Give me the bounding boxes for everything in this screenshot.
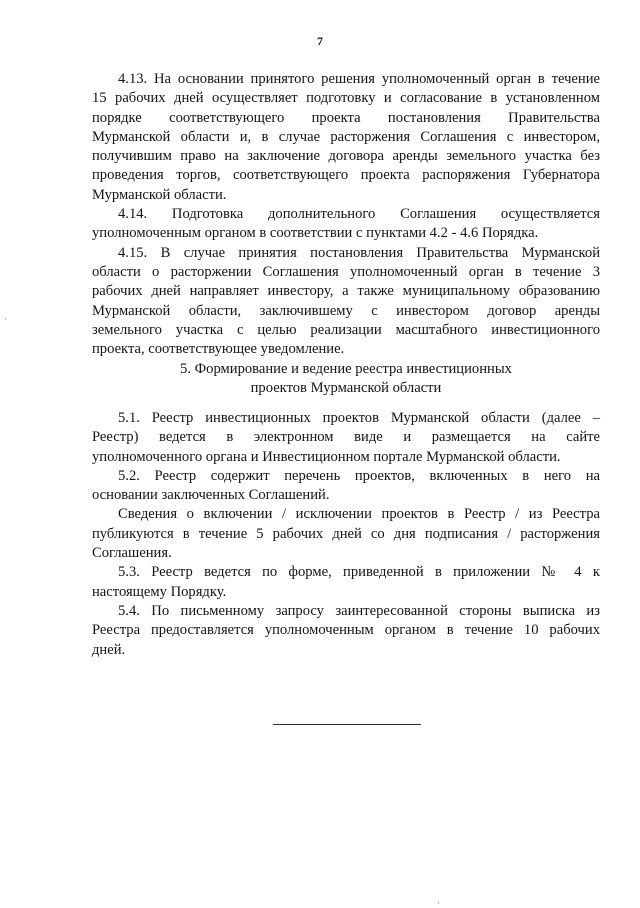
- text-line: Сведения о включении / исключении проектов в Реестр / из Реестра: [118, 506, 600, 523]
- bottom-mark: ·: [437, 898, 440, 908]
- text-line: настоящему Порядку.: [92, 583, 227, 600]
- text-line: рабочих дней направляет инвестору, а также муниципальному образованию: [92, 283, 600, 300]
- text-line: 5.1. Реестр инвестиционных проектов Мурманской области (далее –: [118, 410, 600, 426]
- paragraph-4-13: [92, 70, 600, 205]
- text-line: публикуются в течение 5 рабочих дней со дня подписания / расторжения: [92, 525, 600, 542]
- paragraph-4-14: [92, 205, 600, 244]
- text-line: проведения торгов, соответствующего проекта распоряжения Губернатора: [92, 167, 600, 184]
- paragraph-5-1: [92, 409, 600, 467]
- text-line: Реестра предоставляется уполномоченным органом в течение 10 рабочих: [92, 622, 600, 639]
- text-line: порядке соответствующего проекта постановления Правительства: [92, 109, 600, 126]
- heading-line: проектов Мурманской области: [250, 380, 442, 397]
- text-line: Мурманской области и, в случае расторжения Соглашения с инвестором,: [92, 128, 600, 145]
- text-line: Мурманской области, заключившему с инвестором договор аренды: [92, 302, 600, 319]
- margin-mark: ·: [4, 314, 7, 324]
- text-line: 5.4. По письменному запросу заинтересованной стороны выписка из: [118, 602, 600, 619]
- paragraph-5-3: [92, 563, 600, 602]
- text-line: проекта, соответствующее уведомление.: [92, 341, 345, 358]
- paragraph-4-15: [92, 244, 600, 360]
- paragraph-5-4: [92, 602, 600, 660]
- section-5-heading: [92, 360, 600, 399]
- text-line: уполномоченного органа и Инвестиционном портале Мурманской области.: [92, 448, 561, 465]
- text-line: Реестр) ведется в электронном виде и размещается на сайте: [92, 429, 600, 446]
- text-line: получившим право на заключение договора аренды земельного участка без: [92, 148, 600, 165]
- text-line: 4.14. Подготовка дополнительного Соглашения осуществляется: [118, 206, 600, 223]
- text-line: 4.13. На основании принятого решения уполномоченный орган в течение: [118, 71, 600, 87]
- section-5-text: [92, 409, 600, 660]
- paragraph-5-2-disclosure: [92, 505, 600, 563]
- end-of-document-rule: [273, 724, 421, 725]
- text-line: дней.: [92, 641, 126, 658]
- text-line: земельного участка с целью реализации масштабного инвестиционного: [92, 321, 600, 338]
- text-line: 5.3. Реестр ведется по форме, приведенной в приложении № 4 к: [118, 564, 600, 581]
- text-line: 4.15. В случае принятия постановления Правительства Мурманской: [118, 244, 600, 261]
- text-line: Соглашения.: [92, 545, 172, 562]
- text-line: уполномоченным органом в соответствии с пунктами 4.2 - 4.6 Порядка.: [92, 225, 539, 242]
- section-4-text: [92, 70, 600, 359]
- page-number: 7: [317, 34, 323, 48]
- heading-line: 5. Формирование и ведение реестра инвестиционных: [180, 361, 512, 377]
- text-line: 5.2. Реестр содержит перечень проектов, включенных в него на: [118, 467, 600, 484]
- text-line: 15 рабочих дней осуществляет подготовку и согласование в установленном: [92, 90, 600, 107]
- text-line: области о расторжении Соглашения уполномоченный орган в течение 3: [92, 263, 600, 280]
- text-line: Мурманской области.: [92, 186, 227, 203]
- paragraph-5-2: [92, 467, 600, 506]
- text-line: основании заключенных Соглашений.: [92, 487, 330, 504]
